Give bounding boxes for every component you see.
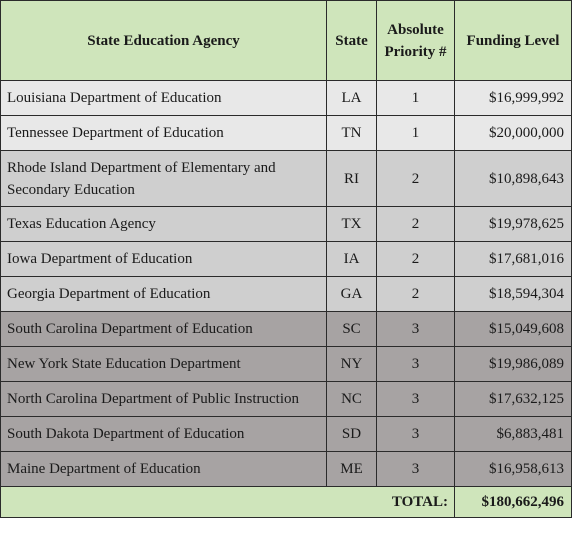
- agency-cell: Tennessee Department of Education: [1, 116, 327, 151]
- state-cell: ME: [327, 452, 377, 487]
- agency-cell: North Carolina Department of Public Instruction: [1, 382, 327, 417]
- funding-cell: $19,986,089: [455, 347, 572, 382]
- funding-cell: $20,000,000: [455, 116, 572, 151]
- agency-cell: New York State Education Department: [1, 347, 327, 382]
- table-row: [1, 151, 572, 207]
- state-cell: IA: [327, 242, 377, 277]
- table-row: [1, 81, 572, 116]
- total-value: $180,662,496: [455, 487, 572, 518]
- agency-cell: Rhode Island Department of Elementary and Secondary Education: [1, 151, 327, 207]
- table-row: [1, 417, 572, 452]
- table-row: [1, 382, 572, 417]
- priority-cell: 3: [377, 452, 455, 487]
- total-label: TOTAL:: [1, 487, 455, 518]
- funding-cell: $19,978,625: [455, 207, 572, 242]
- table-row: [1, 207, 572, 242]
- header-state: State: [327, 1, 377, 81]
- funding-cell: $10,898,643: [455, 151, 572, 207]
- priority-cell: 3: [377, 347, 455, 382]
- funding-cell: $15,049,608: [455, 312, 572, 347]
- agency-cell: South Dakota Department of Education: [1, 417, 327, 452]
- header-funding: Funding Level: [455, 1, 572, 81]
- header-priority: Absolute Priority #: [377, 1, 455, 81]
- priority-cell: 3: [377, 417, 455, 452]
- state-cell: RI: [327, 151, 377, 207]
- priority-cell: 2: [377, 151, 455, 207]
- state-cell: SD: [327, 417, 377, 452]
- state-cell: NY: [327, 347, 377, 382]
- agency-cell: South Carolina Department of Education: [1, 312, 327, 347]
- agency-cell: Iowa Department of Education: [1, 242, 327, 277]
- agency-cell: Maine Department of Education: [1, 452, 327, 487]
- funding-cell: $16,958,613: [455, 452, 572, 487]
- state-cell: LA: [327, 81, 377, 116]
- table-row: [1, 116, 572, 151]
- total-row: [1, 487, 572, 518]
- table-row: [1, 347, 572, 382]
- priority-cell: 3: [377, 312, 455, 347]
- table-row: [1, 312, 572, 347]
- table-row: [1, 242, 572, 277]
- header-row: [1, 1, 572, 81]
- agency-cell: Louisiana Department of Education: [1, 81, 327, 116]
- funding-cell: $16,999,992: [455, 81, 572, 116]
- state-cell: SC: [327, 312, 377, 347]
- priority-cell: 3: [377, 382, 455, 417]
- funding-cell: $17,632,125: [455, 382, 572, 417]
- agency-cell: Texas Education Agency: [1, 207, 327, 242]
- funding-cell: $6,883,481: [455, 417, 572, 452]
- table-row: [1, 452, 572, 487]
- table-row: [1, 277, 572, 312]
- state-cell: GA: [327, 277, 377, 312]
- priority-cell: 1: [377, 116, 455, 151]
- header-agency: State Education Agency: [1, 1, 327, 81]
- funding-cell: $17,681,016: [455, 242, 572, 277]
- table-body: [1, 81, 572, 487]
- priority-cell: 2: [377, 277, 455, 312]
- agency-cell: Georgia Department of Education: [1, 277, 327, 312]
- funding-cell: $18,594,304: [455, 277, 572, 312]
- priority-cell: 2: [377, 242, 455, 277]
- priority-cell: 1: [377, 81, 455, 116]
- state-cell: TN: [327, 116, 377, 151]
- state-cell: TX: [327, 207, 377, 242]
- priority-cell: 2: [377, 207, 455, 242]
- state-cell: NC: [327, 382, 377, 417]
